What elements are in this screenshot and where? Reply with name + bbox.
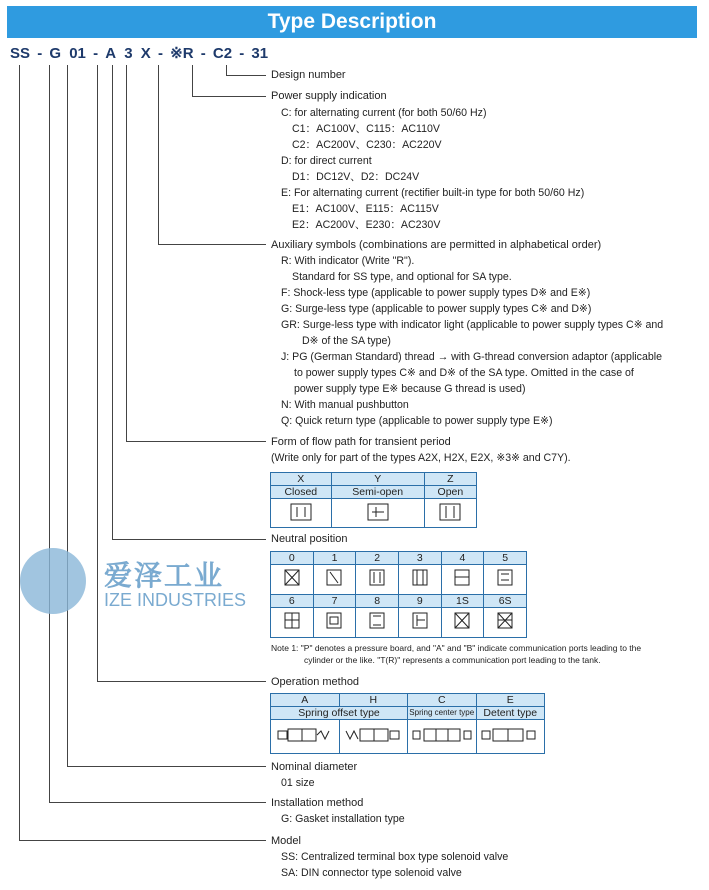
neutral-code: 2 [356,552,399,565]
code-dash: - [37,45,43,62]
neutral-symbol [271,608,314,638]
operation-code: H [339,694,408,707]
neutral-code: 9 [398,595,441,608]
leader-line [19,840,266,841]
operation-title: Operation method [271,676,360,688]
neutral-symbol [313,608,356,638]
neutral-symbol [398,608,441,638]
aux-line: N: With manual pushbutton [281,399,409,411]
model-title: Model [271,835,301,847]
aux-line: F: Shock-less type (applicable to power supply types D※ and E※) [281,287,591,299]
leader-line [67,65,68,767]
power-line: E2：AC200V、E230：AC230V [292,219,441,231]
neutral-symbol [356,608,399,638]
neutral-table [270,551,527,638]
code-operation: A [105,45,117,62]
leader-line [158,65,159,245]
page-title: Type Description [7,6,697,38]
aux-line: to power supply types C※ and D※ of the SA type. Omitted in the case of [294,367,634,379]
power-line: D: for direct current [281,155,372,167]
neutral-code: 6S [484,595,527,608]
leader-line [49,65,50,803]
model-line: SS: Centralized terminal box type solenoid valve [281,851,509,863]
code-aux: ※R [170,45,194,62]
flow-code: Z [424,473,476,486]
leader-line [97,65,98,682]
neutral-code: 0 [271,552,314,565]
neutral-code: 4 [441,552,484,565]
aux-line: Standard for SS type, and optional for SA type. [292,271,512,283]
operation-code: A [271,694,340,707]
neutral-code: 7 [313,595,356,608]
leader-line [126,65,127,442]
neutral-code: 6 [271,595,314,608]
watermark-en: IZE INDUSTRIES [104,590,247,610]
neutral-symbol [441,608,484,638]
leader-line [67,766,266,767]
power-line: C: for alternating current (for both 50/60 Hz) [281,107,487,119]
neutral-symbol [398,565,441,595]
install-value: G: Gasket installation type [281,813,405,825]
code-model: SS [10,45,31,62]
power-line: E: For alternating current (rectifier built-in type for both 50/60 Hz) [281,187,585,199]
flow-symbol-open [424,499,476,528]
code-diameter: 01 [69,45,86,62]
diameter-title: Nominal diameter [271,761,358,773]
watermark-logo-icon [20,548,86,614]
neutral-code: 5 [484,552,527,565]
diameter-value: 01 size [281,777,315,789]
operation-code: C [408,694,477,707]
operation-code: E [476,694,545,707]
code-dash: - [239,45,245,62]
neutral-code: 1S [441,595,484,608]
leader-line [226,75,266,76]
code-dash: - [157,45,163,62]
flow-code: Y [331,473,424,486]
flow-name: Open [424,486,476,499]
leader-line [112,539,266,540]
operation-symbol [408,720,477,754]
power-line: E1：AC100V、E115：AC115V [292,203,439,215]
flow-table [270,472,477,528]
neutral-code: 8 [356,595,399,608]
flow-symbol-closed [271,499,332,528]
operation-symbol [476,720,545,754]
model-line: SA: DIN connector type solenoid valve [281,867,462,879]
neutral-symbol [484,608,527,638]
aux-title: Auxiliary symbols (combinations are permitted in alphabetical order) [271,239,602,251]
aux-line: D※ of the SA type) [302,335,391,347]
code-neutral: 3 [124,45,133,62]
leader-line [97,681,266,682]
leader-line [226,65,227,75]
neutral-symbol [441,565,484,595]
operation-table [270,693,545,754]
flow-name: Semi-open [331,486,424,499]
leader-line [19,65,20,841]
neutral-note: Note 1: "P" denotes a pressure board, and "A" and "B" indicate communication ports leading to the [271,643,642,653]
code-design: 31 [251,45,269,62]
watermark-cn: 爱泽工业 [104,559,225,592]
flow-code: X [271,473,332,486]
flow-note: (Write only for part of the types A2X, H2X, E2X, ※3※ and C7Y). [271,452,571,464]
flow-title: Form of flow path for transient period [271,436,451,448]
neutral-title: Neutral position [271,533,348,545]
leader-line [192,65,193,97]
operation-symbol [271,720,340,754]
operation-symbol [339,720,408,754]
aux-line: GR: Surge-less type with indicator light (applicable to power supply types C※ and [281,319,664,331]
aux-line: Q: Quick return type (applicable to power supply type E※) [281,415,553,427]
code-install: G [49,45,62,62]
aux-line: G: Surge-less type (applicable to power supply types C※ and D※) [281,303,592,315]
neutral-symbol [484,565,527,595]
operation-detent: Detent type [476,707,545,720]
power-title: Power supply indication [271,90,387,102]
flow-symbol-semi-open [331,499,424,528]
leader-line [126,441,266,442]
design-number-label: Design number [271,69,346,81]
neutral-code: 1 [313,552,356,565]
aux-line: R: With indicator (Write "R"). [281,255,415,267]
code-power: C2 [212,45,233,62]
power-line: D1：DC12V、D2：DC24V [292,171,420,183]
power-line: C1：AC100V、C115：AC110V [292,123,440,135]
leader-line [158,244,266,245]
leader-line [49,802,266,803]
neutral-symbol [313,565,356,595]
neutral-code: 3 [398,552,441,565]
operation-spring-offset: Spring offset type [271,707,408,720]
neutral-symbol [271,565,314,595]
leader-line [112,65,113,540]
code-dash: - [200,45,206,62]
aux-line: power supply type E※ because G thread is used) [294,383,526,395]
install-title: Installation method [271,797,364,809]
flow-name: Closed [271,486,332,499]
aux-line: J: PG (German Standard) thread → with G-thread conversion adaptor (applicable [281,351,662,363]
code-dash: - [93,45,99,62]
model-code [10,44,268,64]
operation-spring-center: Spring center type [408,707,477,720]
leader-line [192,96,266,97]
code-flow: X [140,45,151,62]
neutral-symbol [356,565,399,595]
neutral-note: cylinder or the like. "T(R)" represents a communication port leading to the tank. [304,655,601,665]
power-line: C2：AC200V、C230：AC220V [292,139,442,151]
